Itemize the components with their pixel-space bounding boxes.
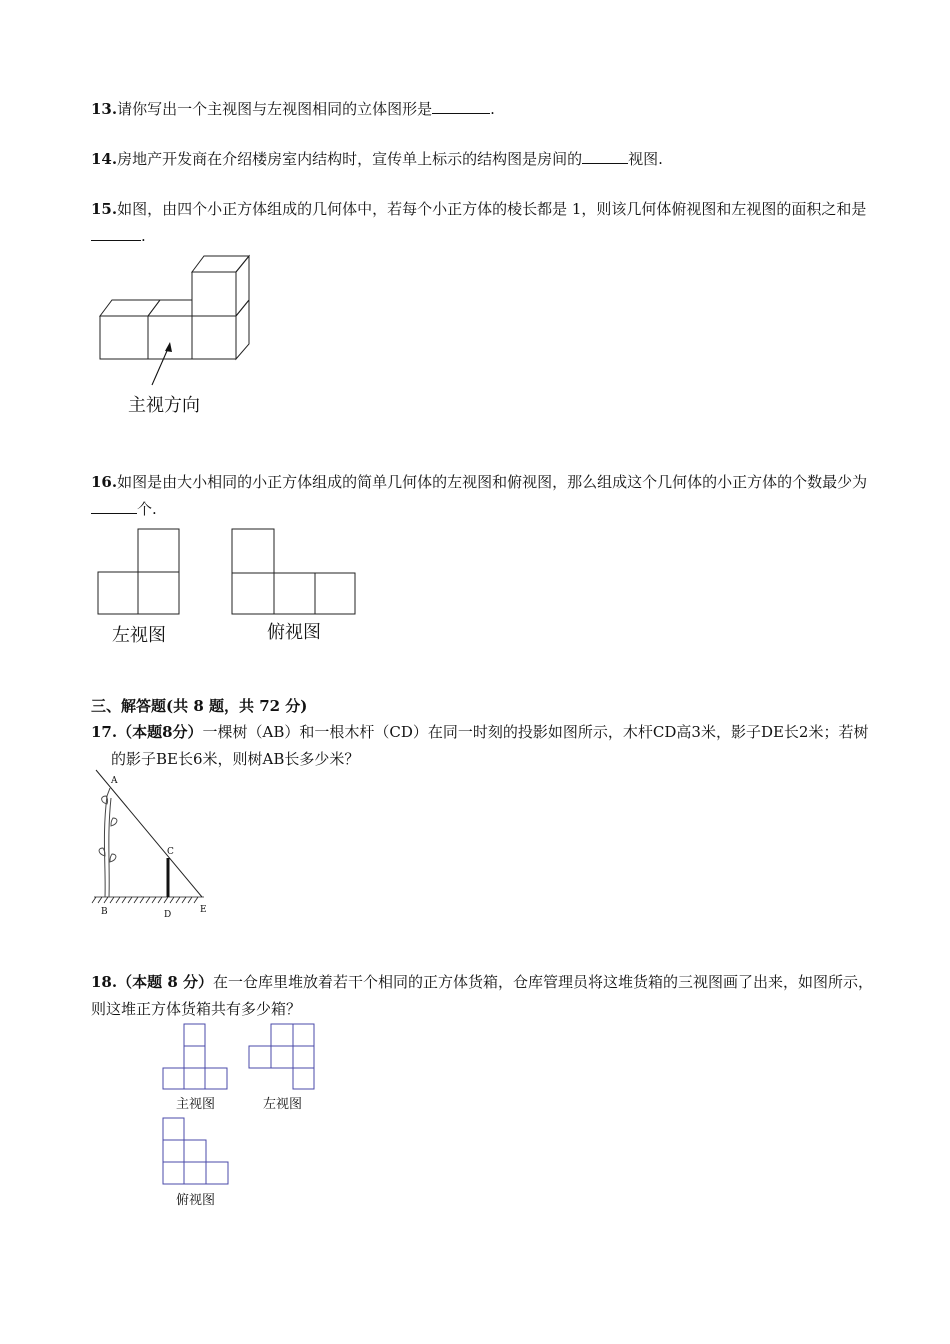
question-text: 房地产开发商在介绍楼房室内结构时，宣传单上标示的结构图是房间的 [117,150,583,168]
answer-blank[interactable] [432,97,490,114]
question-text: 在一仓库里堆放着若干个相同的正方体货箱，仓库管理员将这堆货箱的三视图画了出来，如图所示，则这堆正方体货箱共有多少箱？ [91,973,873,1018]
question-number: 16. [91,473,118,491]
point-label-b: B [101,907,108,917]
answer-blank[interactable] [91,224,141,241]
question-15 [91,196,881,250]
tree-leaves [99,796,117,862]
front-view-figure [162,1022,232,1092]
cube-front-face [100,316,148,359]
answer-blank[interactable] [91,497,137,514]
cube-front-face [192,272,236,316]
question-number: 13. [91,100,118,118]
left-view-figure [248,1022,320,1092]
point-label-e: E [200,905,207,915]
light-ray-line [96,770,202,897]
question-tail: 个. [137,500,157,518]
top-view-figure [230,527,360,619]
question-16 [91,469,881,523]
cube-front-face [148,316,192,359]
point-label-d: D [164,910,172,920]
front-view-caption: 主视图 [176,1097,216,1112]
question-17 [91,719,881,773]
cube-side-face [236,300,249,359]
question-18 [91,969,881,1023]
point-label-c: C [167,847,174,857]
arrow-head [165,342,172,352]
cube-top-face [148,300,192,316]
top-view-figure [162,1116,234,1186]
cube-side-face [236,256,249,316]
point-label-a: A [111,776,118,786]
question-text: 如图，由四个小正方体组成的几何体中，若每个小正方体的棱长都是 1，则该几何体俯视图和左视图的面积之和是 [117,200,867,218]
question-number: 18.（本题 8 分） [91,973,213,991]
left-view-caption: 左视图 [263,1097,303,1112]
section-heading: 三、解答题(共 8 题，共 72 分) [91,697,308,715]
answer-blank[interactable] [582,147,628,164]
left-view-figure [96,527,186,619]
tree-shadow-figure [90,766,220,921]
question-number: 17.（本题8分） [91,723,203,741]
question-tail: 视图. [628,150,663,168]
question-13 [91,96,881,123]
question-text: 一棵树（AB）和一根木杆（CD）在同一时刻的投影如图所示，木杆CD高3米，影子DE长2米；若树的影子BE长6米，则树AB长多少米？ [111,723,869,768]
question-number: 15. [91,200,118,218]
left-view-caption: 左视图 [112,625,166,646]
top-view-caption: 俯视图 [267,622,321,643]
question-number: 14. [91,150,118,168]
top-view-caption: 俯视图 [176,1193,216,1208]
question-tail: . [490,100,495,118]
question-text: 如图是由大小相同的小正方体组成的简单几何体的左视图和俯视图，那么组成这个几何体的小正方体的个数最少为 [117,473,868,491]
cube-top-face [100,300,160,316]
question-14 [91,146,881,173]
question-text: 请你写出一个主视图与左视图相同的立体图形是 [117,100,433,118]
cube-solid-figure [94,250,264,395]
question-tail: . [141,227,146,245]
cube-top-face [192,256,249,272]
cube-front-face [192,316,236,359]
figure-caption: 主视方向 [128,395,200,416]
